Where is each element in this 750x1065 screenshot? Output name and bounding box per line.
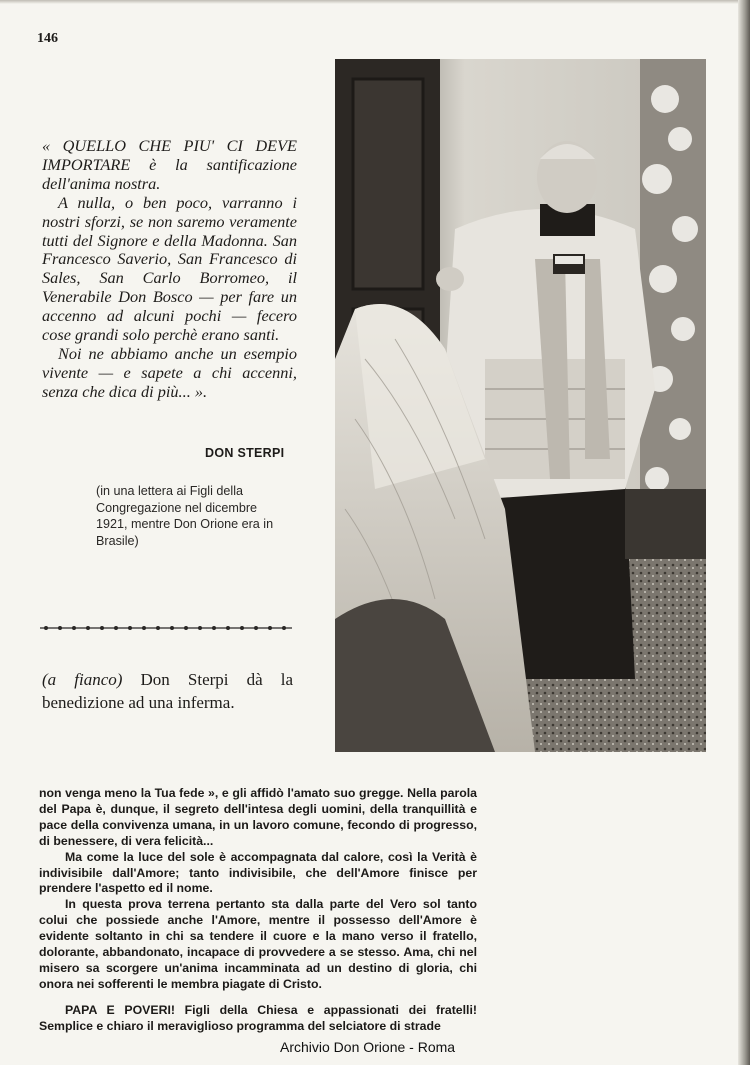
- article-body: [39, 786, 477, 1035]
- caption-position-note: (a fianco): [42, 670, 123, 689]
- quote-paragraph: A nulla, o ben poco, varranno i nostri sforzi, se non saremo veramente tutti del Signore e della Madonna. San Francesco Saverio, San Francesco di Sales, San Carlo Borromeo, il Venerabile Don Bosco — per fare un accenno ad alcuni pochi — fecero cose grandi solo perchè erano santi.: [42, 192, 297, 345]
- page-number: 146: [37, 31, 58, 46]
- body-paragraph: PAPA E POVERI! Figli della Chiesa e appassionati dei fratelli! Semplice e chiaro il meraviglioso programma del selciatore di strade: [39, 1002, 477, 1033]
- body-paragraph: non venga meno la Tua fede », e gli affidò l'amato suo gregge. Nella parola del Papa è, dunque, il segreto dell'intesa degli uomini, della tranquillità e pace della convivenza umana, in un lavoro comune, fecondo di progresso, di benessere, di vera felicità...: [39, 786, 477, 848]
- quote-paragraph: « QUELLO CHE PIU' CI DEVE IMPORTARE è la santificazione dell'anima nostra.: [42, 136, 297, 193]
- quote-source-note: (in una lettera ai Figli della Congregazione nel dicembre 1921, mentre Don Orione era in Brasile): [96, 484, 274, 548]
- photo-priest-blessing: [335, 59, 706, 752]
- quote-signature: DON STERPI: [205, 446, 285, 460]
- caption-text: Don Sterpi dà la benedizione ad una inferma.: [42, 670, 293, 712]
- photo-illustration: [335, 59, 706, 752]
- photo-caption: [42, 668, 293, 714]
- archive-watermark: Archivio Don Orione - Roma: [280, 1039, 456, 1055]
- quote-paragraph: Noi ne abbiamo anche un esempio vivente — e sapete a chi accenni, senza che dica di più... ».: [42, 343, 297, 401]
- page-top-edge: [0, 0, 750, 4]
- page-binding-shadow: [738, 0, 750, 1065]
- body-paragraph: In questa prova terrena pertanto sta dalla parte del Vero sol tanto colui che possiede anche l'Amore, mentre il possesso dell'Amore è evidente soltanto in chi sa tendere il cuore e la mano verso il fratello, dolorante, abbandonato, incapace di provvedere a se stesso. Ama, chi nel misero sa scorgere un'anima incamminata ad un destino di gloria, chi onora nei sofferenti le membra piagate di Cristo.: [39, 897, 477, 991]
- body-paragraph: Ma come la luce del sole è accompagnata dal calore, così la Verità è indivisibile dall'Amore; tanto indivisibile, che dell'Amore finisce per prendere l'aspetto ed il nome.: [39, 849, 477, 896]
- quote-block: [42, 137, 297, 402]
- ornament-divider: [40, 623, 292, 633]
